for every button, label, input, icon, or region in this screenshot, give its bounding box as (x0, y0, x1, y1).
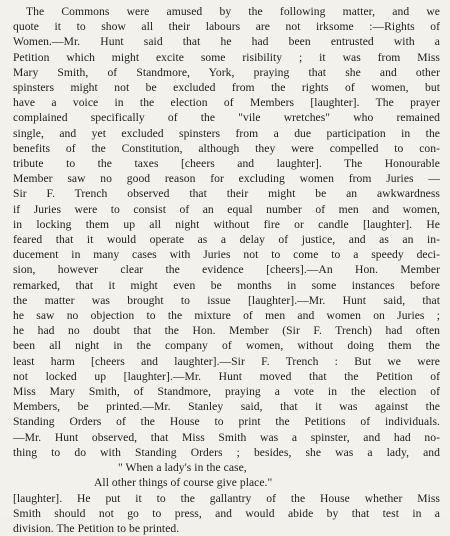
article-line: benefits of the Constitution, although they were compelled to con- (13, 141, 440, 155)
article-line: single, and yet excluded spinsters from a due participation in the (13, 126, 440, 140)
article-line: complained specifically of the "vile wretches" who remained (13, 111, 440, 125)
article-line: Women.—Mr. Hunt said that he had been entrusted with a (13, 35, 440, 49)
article-line: sion, however clear the evidence [cheers].—An Hon. Member (13, 263, 440, 277)
article-line: Mary Smith, of Standmore, York, praying that she and other (13, 65, 440, 79)
article-line: —Mr. Hunt observed, that Miss Smith was a spinster, and had no- (13, 430, 440, 444)
article-line: feared that it would operate as a delay of justice, and as an in- (13, 233, 440, 247)
article-line: Standing Orders of the House to print the Petitions of individuals. (13, 415, 440, 429)
article-line: Member saw no good reason for excluding women from Juries — (13, 172, 440, 186)
article-line: quote it to show all their labours are not irksome :—Rights of (13, 20, 440, 34)
article-line: in locking them up all night without fire or candle [laughter]. He (13, 217, 440, 231)
article-line: Members, be printed.—Mr. Stanley said, that it was against the (13, 400, 440, 414)
article-line: he saw no objection to the mixture of men and women on Juries ; (13, 309, 440, 323)
article-line: least harm [cheers and laughter].—Sir F. Trench : But we were (13, 354, 440, 368)
article-line: the matter was brought to issue [laughter].—Mr. Hunt said, that (13, 293, 440, 307)
article-line: [laughter]. He put it to the gallantry of the House whether Miss (13, 491, 440, 505)
article-line: thing to do with Standing Orders ; besides, she was a lady, and (13, 445, 440, 459)
article-line: he had no doubt that the Hon. Member (Sir F. Trench) had often (13, 324, 440, 338)
article-line: Petition which might excite some risibility ; it was from Miss (13, 50, 440, 64)
article-line: Miss Mary Smith, of Standmore, praying a vote in the election of (13, 385, 440, 399)
article-line: tribute to the taxes [cheers and laughter]. The Honourable (13, 157, 440, 171)
verse-line: " When a lady's in the case, (118, 461, 247, 475)
article-line: have a voice in the election of Members [laughter]. The prayer (13, 96, 440, 110)
article-line: division. The Petition to be printed. (13, 521, 180, 535)
article-line: Smith should not go to press, and would abide by that test in a (13, 506, 440, 520)
article-line: been all night in the company of women, without doing them the (13, 339, 440, 353)
article-line: Sir F. Trench observed that their might be an awkwardness (13, 187, 440, 201)
verse-line: All other things of course give place." (94, 476, 273, 490)
article-line: if Juries were to consist of an equal number of men and women, (13, 202, 440, 216)
article-line: The Commons were amused by the following matter, and we (26, 5, 440, 18)
article-line: remarked, that it might even be months in some instances before (13, 278, 440, 292)
article-line: spinsters might not be excluded from the rights of women, but (13, 81, 440, 95)
article-line: ducement in many cases with Juries not to come to a speedy deci- (13, 248, 440, 262)
article-line: not locked up [laughter].—Mr. Hunt moved that the Petition of (13, 369, 440, 383)
